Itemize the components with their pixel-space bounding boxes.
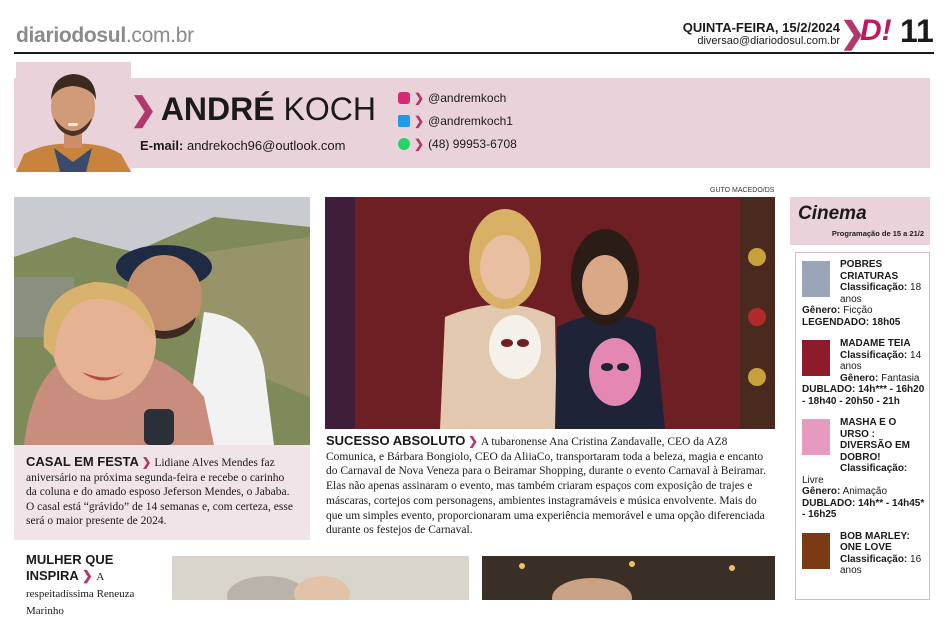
movie-rating: 18 anos <box>840 282 922 305</box>
story-headline: MULHER QUE INSPIRA <box>26 552 114 583</box>
cinema-schedule-range: Programação de 15 a 21/2 <box>831 229 924 238</box>
movie-rating: 14 anos <box>840 349 922 372</box>
movie-rating: 16 anos <box>840 553 922 576</box>
masthead <box>0 0 950 56</box>
whatsapp-number: (48) 99953-6708 <box>428 137 517 151</box>
story-casal-em-festa <box>14 445 310 540</box>
chevron-right-icon: ❯ <box>141 457 155 469</box>
columnist-last-name: KOCH <box>283 91 376 127</box>
instagram-handle: @andremkoch <box>428 91 507 105</box>
masthead-divider <box>14 52 934 54</box>
movie-rating-label: Classificação: <box>840 553 908 565</box>
movie-genre-label: Gênero: <box>840 372 879 384</box>
story-body: A tubaronense Ana Cristina Zandavalle, CEO da AZ8 Comunica, e Bárbara Bongiolo, CEO da AliiaCo, transportaram toda a beleza, magia e encanto do Carnaval de Nova Veneza para o Beiramar Shopping, durante o evento Carnaval à Beiramar. Elas não apenas assinaram o evento, mas também criaram espaços com exposição de trajes e máscaras, cortejos com personagens, ambientes instagramáveis e música envolvente. Mais do que um simples evento, proporcionaram uma experiência memorável e uma opção diferenciada durante os festejos de Carnaval. <box>326 436 766 537</box>
chevron-right-icon: ❯ <box>414 91 425 105</box>
chevron-right-icon: ❯ <box>81 568 97 583</box>
section-logo: D! <box>860 14 892 47</box>
couple-photo <box>14 197 310 445</box>
movie-genre: Ficção <box>843 305 873 316</box>
columnist-first-name: ANDRÉ <box>160 91 275 127</box>
twitter-handle: @andremkoch1 <box>428 114 513 128</box>
cinema-title: Cinema <box>798 203 867 224</box>
date-block <box>683 20 840 47</box>
movie-title: BOB MARLEY: ONE LOVE <box>840 530 910 553</box>
columnist-name <box>130 90 376 128</box>
photo-credit: GUTO MACEDO/DS <box>710 187 775 194</box>
columnist-email-label: E-mail: <box>140 138 184 153</box>
section-email[interactable]: diversao@diariodosul.com.br <box>697 35 840 47</box>
chevron-right-icon: ❯ <box>468 436 481 448</box>
movie-poster <box>802 261 830 297</box>
bottom-photo-left <box>172 556 469 600</box>
chevron-right-icon: ❯ <box>414 137 425 151</box>
chevron-right-icon: ❯ <box>130 91 157 127</box>
movie-title: MASHA E O URSO : DIVERSÃO EM DOBRO! <box>840 417 911 463</box>
movie-sessions: LEGENDADO: 18h05 <box>802 316 901 328</box>
instagram-icon <box>398 92 410 104</box>
bottom-photo-right <box>482 556 775 600</box>
movie-poster <box>802 340 830 376</box>
twitter-icon <box>398 115 410 127</box>
movie-sessions: DUBLADO: 14h*** - 16h20 - 18h40 - 20h50 - 21h <box>802 384 925 407</box>
movie-genre-label: Gênero: <box>802 486 841 497</box>
chevron-right-icon: ❯ <box>840 17 866 50</box>
movie-genre: Fantasia <box>881 372 920 384</box>
movie-listing[interactable] <box>796 332 929 411</box>
story-headline: SUCESSO ABSOLUTO <box>326 433 466 448</box>
twitter-link[interactable] <box>398 114 513 128</box>
movie-sessions: DUBLADO: 14h** - 14h45* - 16h25 <box>802 497 925 520</box>
movie-rating-label: Classificação: <box>840 282 908 293</box>
story-sucesso-absoluto <box>326 434 776 538</box>
movie-listing[interactable] <box>796 253 929 332</box>
movie-rating-label: Classificação: <box>840 463 908 474</box>
movie-poster <box>802 533 830 569</box>
movie-poster <box>802 419 830 455</box>
cinema-list <box>795 252 930 600</box>
columnist-avatar <box>16 62 131 172</box>
site-name-main: diariodosul <box>16 24 126 47</box>
movie-genre-label: Gênero: <box>802 305 841 316</box>
movie-title: MADAME TEIA <box>840 338 911 349</box>
movie-rating-label: Classificação: <box>840 349 908 361</box>
chevron-right-icon: ❯ <box>414 114 425 128</box>
whatsapp-link[interactable] <box>398 137 517 151</box>
instagram-link[interactable] <box>398 91 506 105</box>
story-headline: CASAL EM FESTA <box>26 454 139 469</box>
movie-rating: Livre <box>802 474 824 486</box>
edition-date: QUINTA-FEIRA, 15/2/2024 <box>682 20 840 35</box>
site-name-tld: .com.br <box>125 24 194 47</box>
story-mulher-que-inspira <box>26 552 161 619</box>
movie-genre: Animação <box>842 486 888 497</box>
columnist-email <box>140 138 345 153</box>
movie-listing[interactable] <box>796 411 929 525</box>
story-body: A respeitadíssima Reneuza Marinho <box>26 571 135 617</box>
page-number: 11 <box>900 13 934 49</box>
cinema-header <box>790 197 930 245</box>
story-body: Lidiane Alves Mendes faz aniversário na próxima segunda-feira e recebe o carinho da coluna e do amado esposo Jeferson Mendes, o Jababa. O casal está “grávido” de 14 semanas e, com certeza, esse será o maior presente de 2024. <box>26 457 293 527</box>
movie-title: POBRES CRIATURAS <box>840 259 899 282</box>
site-name[interactable] <box>16 24 194 48</box>
columnist-email-address[interactable]: andrekoch96@outlook.com <box>186 138 346 153</box>
carnival-photo <box>325 197 775 429</box>
whatsapp-icon <box>398 138 410 150</box>
movie-listing[interactable] <box>796 525 929 581</box>
